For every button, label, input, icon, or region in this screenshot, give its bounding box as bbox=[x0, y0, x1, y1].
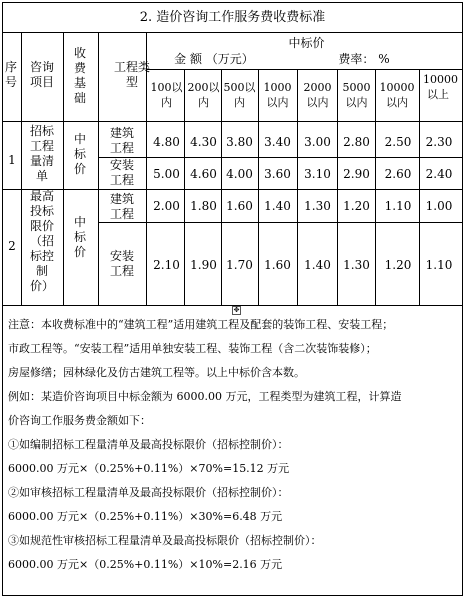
value-cell: 3.00 bbox=[304, 135, 331, 149]
value-cell: 2.90 bbox=[343, 167, 370, 181]
header-winning-price: 中标价 bbox=[288, 36, 325, 50]
row-basis: 中标价 bbox=[73, 215, 86, 259]
grid-line bbox=[3, 121, 462, 122]
table-title: 2. 造价咨询工作服务费收费标准 bbox=[3, 3, 462, 33]
value-cell: 1.90 bbox=[190, 258, 217, 272]
grid-line bbox=[98, 33, 99, 305]
value-cell: 3.40 bbox=[264, 135, 291, 149]
header-type: 工程类型 bbox=[113, 60, 150, 89]
range-header: 10000以上 bbox=[423, 73, 458, 101]
fee-standard-table bbox=[2, 2, 463, 596]
value-cell: 3.80 bbox=[226, 135, 253, 149]
grid-line bbox=[297, 69, 298, 305]
value-cell: 5.00 bbox=[153, 167, 180, 181]
range-header: 10000以内 bbox=[379, 81, 415, 109]
row-type: 建筑工程 bbox=[109, 192, 134, 221]
grid-line bbox=[375, 69, 376, 305]
value-cell: 4.60 bbox=[190, 167, 217, 181]
row-type: 安装工程 bbox=[109, 158, 134, 187]
value-cell: 1.40 bbox=[264, 199, 291, 213]
grid-line bbox=[3, 189, 462, 190]
note-line: 注意：本收费标准中的“建筑工程”适用建筑工程及配套的装饰工程、安装工程； bbox=[8, 318, 394, 331]
grid-line bbox=[63, 33, 64, 305]
value-cell: 2.40 bbox=[425, 167, 453, 181]
value-cell: 1.30 bbox=[304, 199, 331, 213]
range-header: 2000以内 bbox=[303, 81, 332, 109]
note-line: 6000.00 万元×（0.25%+0.11%）×70%=15.12 万元 bbox=[8, 462, 290, 475]
grid-line bbox=[98, 222, 462, 223]
note-line: 6000.00 万元×（0.25%+0.11%）×30%=6.48 万元 bbox=[8, 510, 283, 523]
row-project: 最高投标限价（招标控制价） bbox=[29, 189, 54, 293]
note-line: ②如审核招标工程量清单及最高投标限价（招标控制价）： bbox=[8, 486, 289, 499]
row-basis: 中标价 bbox=[73, 132, 86, 176]
value-cell: 1.40 bbox=[304, 258, 331, 272]
note-line: ③如规范性审核招标工程量清单及最高投标限价（招标控制价）： bbox=[8, 534, 322, 547]
row-seq: 2 bbox=[8, 239, 16, 253]
value-cell: 4.80 bbox=[153, 135, 180, 149]
range-header: 500以内 bbox=[223, 81, 256, 109]
value-cell: 1.20 bbox=[384, 258, 412, 272]
range-header: 1000以内 bbox=[263, 81, 292, 109]
value-cell: 1.10 bbox=[425, 258, 453, 272]
range-header: 100以内 bbox=[150, 81, 183, 109]
row-type: 安装工程 bbox=[109, 249, 134, 278]
value-cell: 2.30 bbox=[425, 135, 453, 149]
grid-line bbox=[146, 33, 147, 305]
header-project: 咨询项目 bbox=[29, 60, 54, 89]
note-line: 价咨询工作服务费金额如下： bbox=[8, 414, 151, 427]
range-header: 200以内 bbox=[187, 81, 220, 109]
value-cell: 1.60 bbox=[226, 199, 253, 213]
grid-line bbox=[184, 69, 185, 305]
value-cell: 2.80 bbox=[343, 135, 370, 149]
value-cell: 1.00 bbox=[425, 199, 453, 213]
value-cell: 2.10 bbox=[153, 258, 180, 272]
value-cell: 2.60 bbox=[384, 167, 412, 181]
note-line: ①如编制招标工程量清单及最高投标限价（招标控制价）： bbox=[8, 438, 289, 451]
row-seq: 1 bbox=[8, 153, 16, 167]
header-seq: 序号 bbox=[5, 60, 18, 89]
value-cell: 1.20 bbox=[343, 199, 370, 213]
row-type: 建筑工程 bbox=[109, 126, 134, 155]
grid-line bbox=[98, 157, 462, 158]
table-move-handle[interactable]: ✥ bbox=[233, 306, 240, 314]
value-cell: 1.80 bbox=[190, 199, 217, 213]
header-rate: 费率： % bbox=[338, 52, 390, 66]
note-line: 市政工程等。“安装工程”适用单独安装工程、装饰工程（含二次装饰装修）； bbox=[8, 342, 377, 355]
value-cell: 1.60 bbox=[264, 258, 291, 272]
header-basis: 收费基础 bbox=[73, 46, 86, 105]
note-line: 房屋修缮；园林绿化及仿古建筑工程等。以上中标价含本数。 bbox=[8, 366, 305, 379]
header-amount: 金 额 （万元） bbox=[174, 52, 254, 66]
note-line: 6000.00 万元×（0.25%+0.11%）×10%=2.16 万元 bbox=[8, 558, 283, 571]
notes-section bbox=[8, 313, 460, 577]
value-cell: 1.30 bbox=[343, 258, 370, 272]
grid-line bbox=[258, 69, 259, 305]
value-cell: 3.60 bbox=[264, 167, 291, 181]
range-header: 5000以内 bbox=[342, 81, 371, 109]
grid-line bbox=[337, 69, 338, 305]
value-cell: 1.70 bbox=[226, 258, 253, 272]
note-line: 例如：某造价咨询项目中标金额为 6000.00 万元，工程类型为建筑工程，计算造 bbox=[8, 390, 402, 403]
grid-line bbox=[21, 33, 22, 305]
grid-line bbox=[146, 69, 462, 70]
row-project: 招标工程量清单 bbox=[29, 124, 54, 183]
value-cell: 3.10 bbox=[304, 167, 331, 181]
value-cell: 1.10 bbox=[384, 199, 412, 213]
grid-line bbox=[419, 69, 420, 305]
value-cell: 2.00 bbox=[153, 199, 180, 213]
grid-line bbox=[221, 69, 222, 305]
value-cell: 4.30 bbox=[190, 135, 217, 149]
value-cell: 4.00 bbox=[226, 167, 253, 181]
value-cell: 2.50 bbox=[384, 135, 412, 149]
